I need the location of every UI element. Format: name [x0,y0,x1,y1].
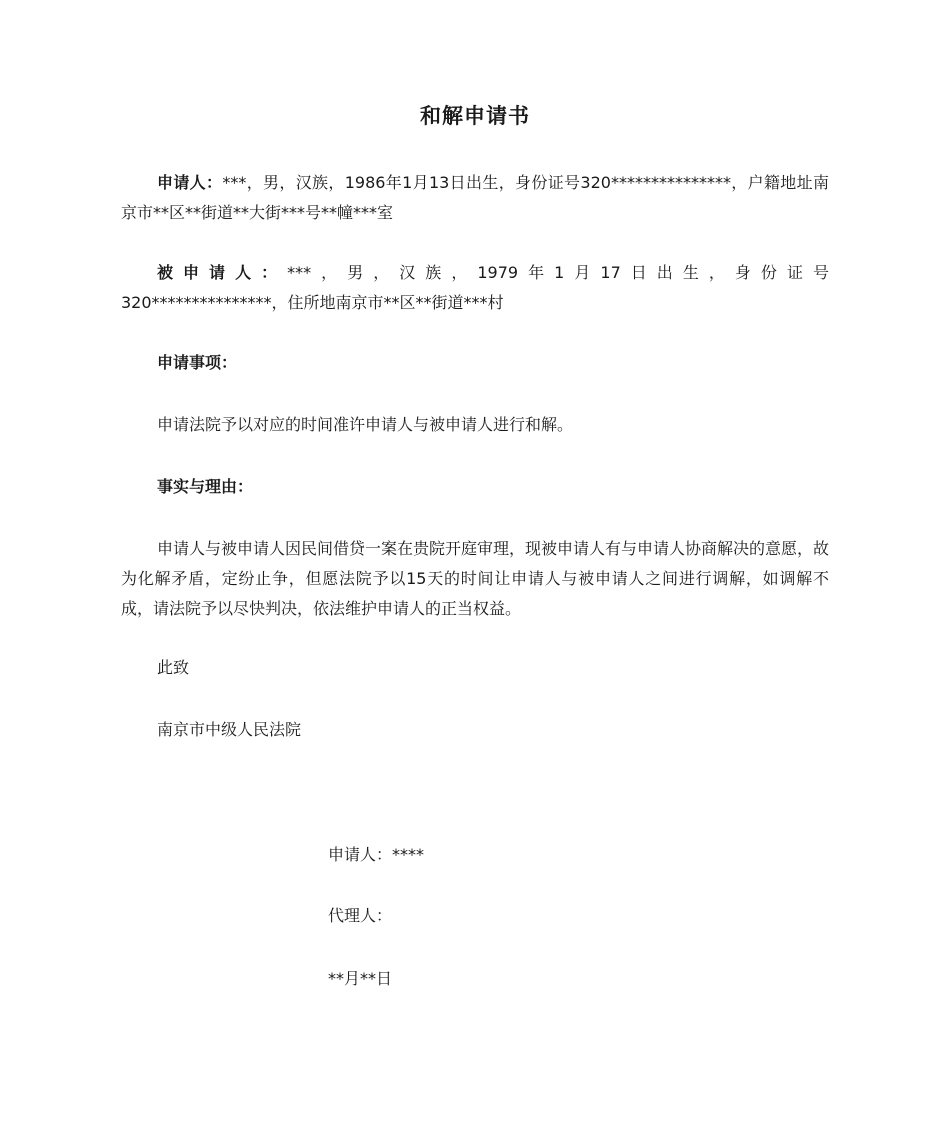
request-heading: 申请事项： [157,353,238,372]
document-title: 和解申请书 [420,104,530,128]
court-name: 南京市中级人民法院 [157,720,302,739]
respondent-label: 被申请人： [157,263,288,282]
salutation: 此致 [157,658,190,677]
respondent-line-1 [121,258,829,288]
applicant-label: 申请人： [157,173,223,192]
applicant-text: ***，男，汉族，1986年1月13日出生，身份证号320***************，户籍地址南京市**区**街道**大街***号**幢***室 [121,173,829,222]
facts-heading: 事实与理由： [157,477,254,496]
respondent-text-2: 320***************，住所地南京市**区**街道***村 [121,293,504,312]
respondent-text-1: ***，男，汉族，1979年1月17日出生，身份证号 [287,263,829,282]
signature-agent: 代理人： [328,906,393,925]
request-text: 申请法院予以对应的时间准许申请人与被申请人进行和解。 [157,415,574,434]
facts-text: 申请人与被申请人因民间借贷一案在贵院开庭审理，现被申请人有与申请人协商解决的意愿，故为化解矛盾，定纷止争，但愿法院予以15天的时间让申请人与被申请人之间进行调解，如调解不成，请法院予以尽快判决，依法维护申请人的正当权益。 [121,539,830,618]
applicant-paragraph [121,168,829,228]
signature-applicant: 申请人：**** [328,845,425,864]
signature-date: **月**日 [328,969,393,988]
respondent-paragraph [121,258,829,318]
